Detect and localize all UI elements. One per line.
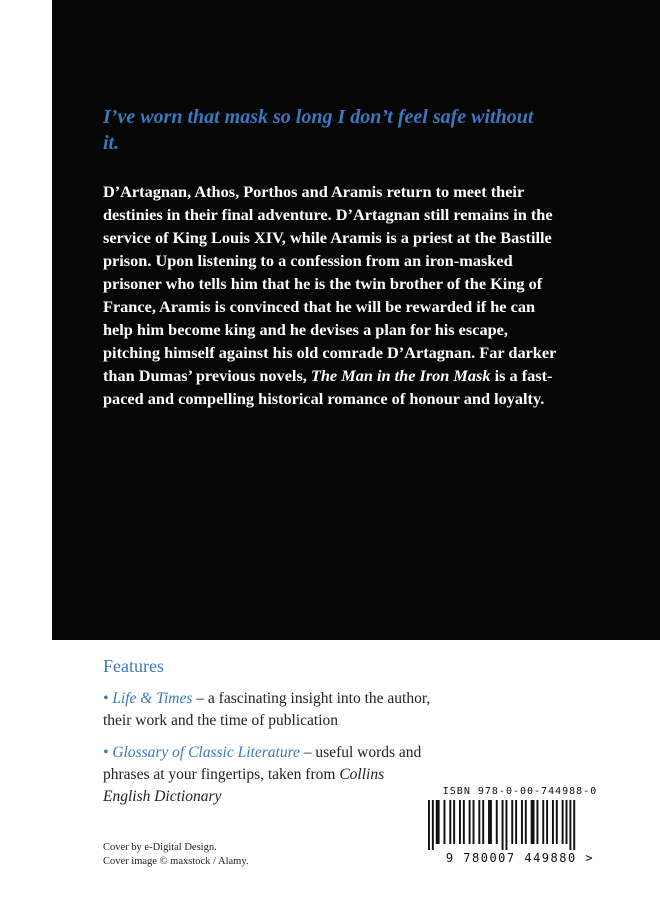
feature-bullet: • xyxy=(103,744,109,761)
cover-design-credit: Cover by e-Digital Design. xyxy=(103,842,217,853)
barcode-bar xyxy=(525,800,527,844)
barcode-bar xyxy=(473,800,475,844)
isbn-barcode xyxy=(420,786,620,868)
barcode-bar xyxy=(428,800,430,850)
barcode-bar xyxy=(511,800,513,844)
feature-description: – a fascinating insight into the author, their work and the time of publication xyxy=(103,690,431,729)
barcode-digits: 9 780007 449880 > xyxy=(445,851,595,865)
barcode-bar xyxy=(546,800,548,844)
feature-item-glossary xyxy=(103,742,433,808)
feature-name: Glossary of Classic Literature xyxy=(112,744,300,761)
barcode-bar xyxy=(453,800,455,844)
barcode-bar xyxy=(482,800,484,844)
barcode-bar xyxy=(502,800,504,850)
pull-quote: I’ve worn that mask so long I don’t feel safe without it. xyxy=(103,106,534,154)
barcode-bar xyxy=(488,800,492,844)
barcode-bar xyxy=(566,800,568,844)
barcode-bar xyxy=(556,800,558,844)
barcode-bar xyxy=(496,800,498,844)
barcode-bar xyxy=(531,800,535,844)
isbn-label: ISBN 978-0-00-744988-0 xyxy=(442,786,598,797)
barcode-bar xyxy=(478,800,480,844)
barcode-bar xyxy=(459,800,461,844)
feature-bullet: • xyxy=(103,690,109,707)
barcode-bar xyxy=(432,800,434,850)
barcode-bar xyxy=(505,800,507,850)
feature-item-life-and-times xyxy=(103,688,433,732)
barcode-bar xyxy=(521,800,523,844)
barcode-bar xyxy=(449,800,451,844)
barcode-bar xyxy=(515,800,517,844)
barcode-bar xyxy=(573,800,575,850)
barcode-bar xyxy=(562,800,564,844)
blurb-body: D’Artagnan, Athos, Porthos and Aramis return to meet their destinies in their final adventure. D’Artagnan still remains in the service of King Louis XIV, while Aramis is a priest at the Bastille prison. Upon listening to a confession from an iron-masked prisoner who tells him that he is the twin brother of the King of France, Aramis is convinced that he will be rewarded if he can help him become king and he devises a plan for his escape, pitching himself against his old comrade D’Artagnan. Far darker than Dumas’ previous novels, xyxy=(103,182,557,385)
barcode-bar xyxy=(469,800,471,844)
cover-credits xyxy=(103,841,249,869)
blurb-text xyxy=(103,180,561,410)
barcode-bar xyxy=(436,800,440,844)
barcode-bar xyxy=(443,800,445,844)
barcode-bar xyxy=(463,800,465,844)
feature-description: – useful words and phrases at your fingertips, taken from xyxy=(103,744,422,783)
book-title: The Man in the Iron Mask xyxy=(310,366,491,385)
barcode-bar xyxy=(542,800,544,844)
barcode-bar xyxy=(552,800,554,844)
barcode-bar xyxy=(569,800,571,850)
cover-image-credit: Cover image © maxstock / Alamy. xyxy=(103,856,249,867)
features-heading: Features xyxy=(103,656,164,676)
feature-name: Life & Times xyxy=(112,690,193,707)
blurb-ending: is a fast-paced and compelling historical romance of honour and loyalty. xyxy=(103,366,553,408)
barcode-bar xyxy=(536,800,538,844)
barcode-bars xyxy=(428,800,612,850)
dictionary-title: Collins English Dictionary xyxy=(103,766,385,805)
